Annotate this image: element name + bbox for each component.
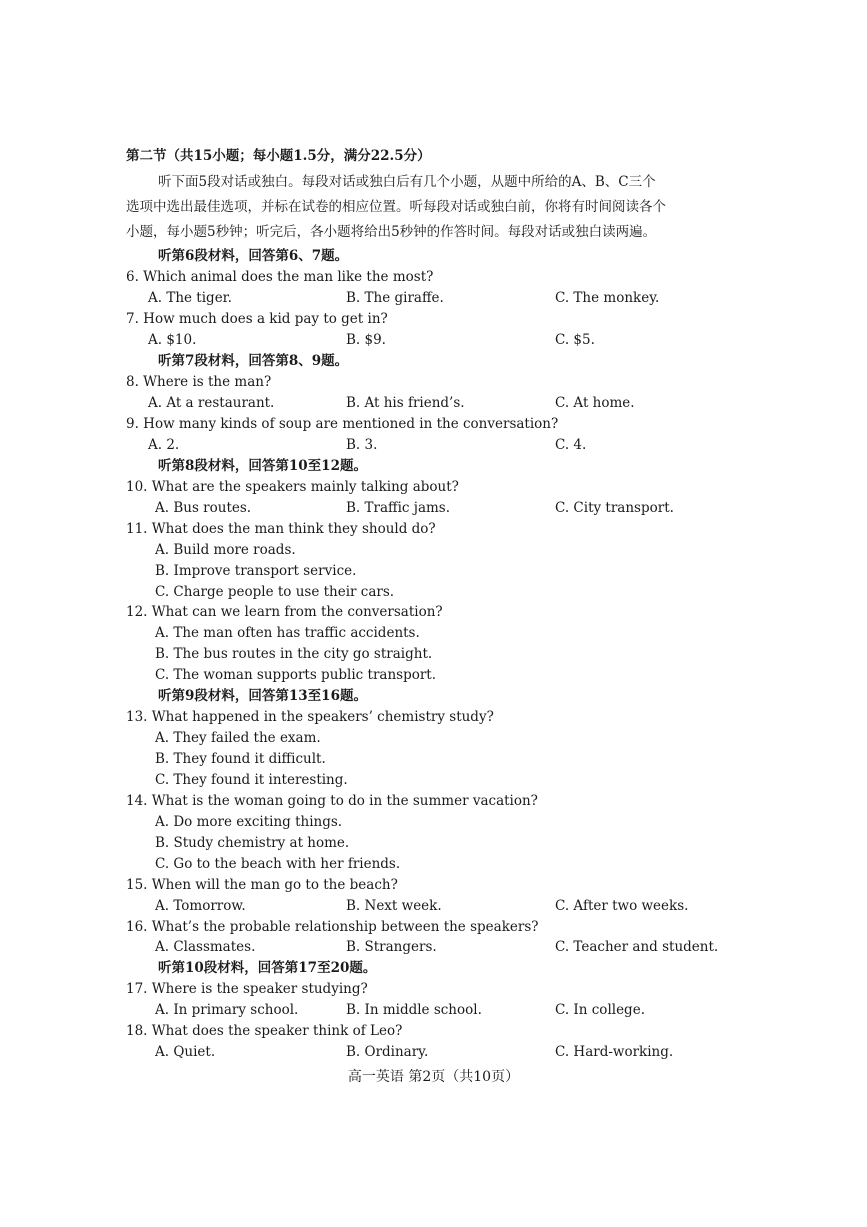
q10-option-c: C. City transport. <box>555 500 674 516</box>
intro-line-2: 选项中选出最佳选项，并标在试卷的相应位置。听每段对话或独白前，你将有时间阅读各个 <box>126 199 666 215</box>
q16-option-a: A. Classmates. <box>155 939 256 955</box>
group-heading: 听第6段材料，回答第6、7题。 <box>158 248 349 264</box>
q11-option-b: B. Improve transport service. <box>155 563 357 579</box>
q16-option-b: B. Strangers. <box>346 939 437 955</box>
q12-option-b: B. The bus routes in the city go straight. <box>155 646 433 662</box>
question-15: 15. When will the man go to the beach? <box>126 877 398 893</box>
question-6: 6. Which animal does the man like the most? <box>126 269 434 285</box>
question-16: 16. What’s the probable relationship between the speakers? <box>126 919 539 935</box>
q10-option-b: B. Traffic jams. <box>346 500 451 516</box>
q7-option-a: A. $10. <box>148 332 197 348</box>
question-10: 10. What are the speakers mainly talking about? <box>126 479 459 495</box>
q18-option-c: C. Hard-working. <box>555 1044 674 1060</box>
q14-option-a: A. Do more exciting things. <box>155 814 343 830</box>
section-title: 第二节（共15小题；每小题1.5分，满分22.5分） <box>126 148 431 164</box>
q14-option-b: B. Study chemistry at home. <box>155 835 350 851</box>
q9-option-c: C. 4. <box>555 437 587 453</box>
intro-line-1: 听下面5段对话或独白。每段对话或独白后有几个小题，从题中所给的A、B、C三个 <box>158 174 656 190</box>
q17-option-c: C. In college. <box>555 1002 645 1018</box>
q9-option-a: A. 2. <box>148 437 180 453</box>
q13-option-b: B. They found it difficult. <box>155 751 326 767</box>
q7-option-b: B. $9. <box>346 332 386 348</box>
q17-option-a: A. In primary school. <box>155 1002 299 1018</box>
q13-option-c: C. They found it interesting. <box>155 772 348 788</box>
page-footer: 高一英语 第2页（共10页） <box>347 1069 520 1085</box>
q6-option-c: C. The monkey. <box>555 290 660 306</box>
q6-option-a: A. The tiger. <box>148 290 232 306</box>
q8-option-b: B. At his friend’s. <box>346 395 465 411</box>
q18-option-b: B. Ordinary. <box>346 1044 429 1060</box>
q15-option-a: A. Tomorrow. <box>155 898 246 914</box>
q9-option-b: B. 3. <box>346 437 378 453</box>
group-heading: 听第10段材料，回答第17至20题。 <box>158 960 377 976</box>
q13-option-a: A. They failed the exam. <box>155 730 321 746</box>
q15-option-b: B. Next week. <box>346 898 442 914</box>
question-8: 8. Where is the man? <box>126 374 272 390</box>
q11-option-a: A. Build more roads. <box>155 542 296 558</box>
q14-option-c: C. Go to the beach with her friends. <box>155 856 401 872</box>
question-14: 14. What is the woman going to do in the summer vacation? <box>126 793 538 809</box>
q16-option-c: C. Teacher and student. <box>555 939 719 955</box>
q8-option-c: C. At home. <box>555 395 635 411</box>
group-heading: 听第9段材料，回答第13至16题。 <box>158 688 367 704</box>
question-12: 12. What can we learn from the conversation? <box>126 604 443 620</box>
q18-option-a: A. Quiet. <box>155 1044 216 1060</box>
q15-option-c: C. After two weeks. <box>555 898 689 914</box>
q12-option-a: A. The man often has traffic accidents. <box>155 625 420 641</box>
question-13: 13. What happened in the speakers’ chemistry study? <box>126 709 494 725</box>
group-heading: 听第8段材料，回答第10至12题。 <box>158 458 367 474</box>
q12-option-c: C. The woman supports public transport. <box>155 667 437 683</box>
q8-option-a: A. At a restaurant. <box>148 395 275 411</box>
question-11: 11. What does the man think they should do? <box>126 521 436 537</box>
question-18: 18. What does the speaker think of Leo? <box>126 1023 403 1039</box>
question-7: 7. How much does a kid pay to get in? <box>126 311 388 327</box>
intro-line-3: 小题，每小题5秒钟；听完后，各小题将给出5秒钟的作答时间。每段对话或独白读两遍。 <box>126 224 657 240</box>
q11-option-c: C. Charge people to use their cars. <box>155 584 395 600</box>
question-17: 17. Where is the speaker studying? <box>126 981 368 997</box>
q6-option-b: B. The giraffe. <box>346 290 444 306</box>
group-heading: 听第7段材料，回答第8、9题。 <box>158 353 349 369</box>
q10-option-a: A. Bus routes. <box>155 500 252 516</box>
q17-option-b: B. In middle school. <box>346 1002 482 1018</box>
question-9: 9. How many kinds of soup are mentioned in the conversation? <box>126 416 559 432</box>
q7-option-c: C. $5. <box>555 332 595 348</box>
